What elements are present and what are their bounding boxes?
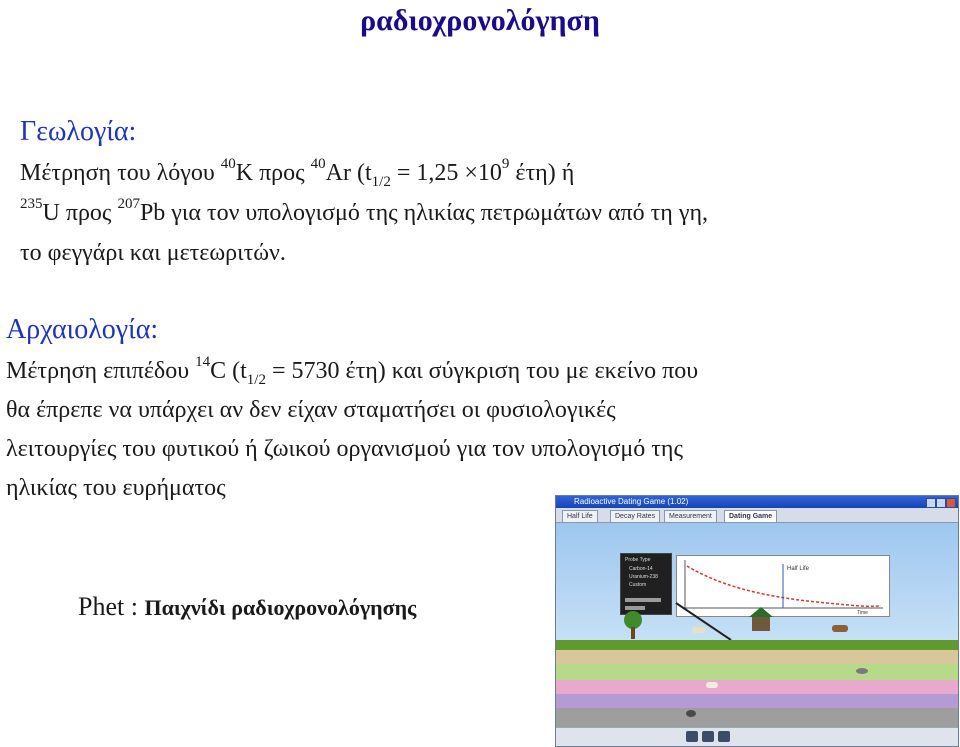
archaeology-line-2: θα έπρεπε να υπάρχει αν δεν είχαν σταματήσει οι φυσιολογικές	[6, 397, 616, 423]
phet-sim-screenshot[interactable]	[555, 495, 959, 747]
layer-pink	[556, 680, 958, 694]
layer-gray	[556, 708, 958, 728]
geology-line-1: Μέτρηση του λόγου $^{40}$K προς $^{40}$Ar ($t_{1/2} = 1,25 \times 10^9$ έτη) ή	[20, 156, 575, 190]
pause-icon[interactable]	[702, 731, 714, 742]
times-symbol: ×	[464, 160, 478, 186]
graph-label-half-life: Half Life	[787, 566, 810, 572]
probe-type-title: Probe Type	[625, 557, 651, 563]
bone-fossil-icon[interactable]	[706, 682, 718, 688]
animal-icon[interactable]	[832, 625, 848, 632]
geology-heading: Γεωλογία:	[20, 116, 137, 147]
maximize-icon[interactable]	[936, 498, 946, 508]
archaeology-line-4: ηλικίας του ευρήματος	[6, 475, 226, 501]
sim-control-bar	[556, 727, 958, 746]
tab-decay-rates[interactable]: Decay Rates	[610, 510, 660, 523]
phet-line	[78, 592, 416, 622]
graph-label-time: Time	[857, 610, 868, 616]
tab-measurement[interactable]: Measurement	[664, 510, 717, 523]
archaeology-heading: Αρχαιολογία:	[6, 314, 159, 345]
grass-layer	[556, 640, 958, 650]
rock-icon[interactable]	[686, 710, 696, 717]
geology-line-2: $^{235}$U προς $^{207}$Pb για τον υπολογισμό της ηλικίας πετρωμάτων από τη γη,	[20, 196, 708, 226]
layer-tan	[556, 650, 958, 664]
probe-option-carbon[interactable]: Carbon-14	[629, 566, 653, 572]
sim-tabs	[556, 508, 958, 523]
fossil-icon[interactable]	[692, 627, 706, 633]
phet-label: Phet :	[78, 592, 145, 621]
sim-sky	[556, 523, 958, 640]
minimize-icon[interactable]	[926, 498, 936, 508]
probe-option-uranium[interactable]: Uranium-238	[629, 574, 658, 580]
step-icon[interactable]	[718, 731, 730, 742]
phet-game-link[interactable]: Παιχνίδι ραδιοχρονολόγησης	[144, 595, 417, 620]
tab-half-life[interactable]: Half Life	[562, 510, 598, 523]
stone-icon[interactable]	[856, 668, 868, 674]
layer-purple	[556, 694, 958, 708]
probe-line-svg	[556, 523, 958, 640]
probe-line	[676, 603, 731, 640]
page-title: ραδιοχρονολόγηση	[360, 4, 600, 37]
sim-window-title: Radioactive Dating Game (1.02)	[574, 497, 689, 506]
tab-dating-game[interactable]: Dating Game	[724, 510, 777, 523]
rewind-icon[interactable]	[686, 731, 698, 742]
geology-line-3: το φεγγάρι και μετεωριτών.	[20, 240, 286, 266]
archaeology-line-1: Μέτρηση επιπέδου $^{14}$C ($t_{1/2} = 5730$ έτη) και σύγκριση του με εκείνο που	[6, 354, 699, 388]
sim-titlebar	[556, 496, 958, 508]
close-icon[interactable]	[946, 498, 956, 508]
archaeology-line-3: λειτουργίες του φυτικού ή ζωικού οργανισμού για τον υπολογισμό της	[6, 436, 683, 462]
probe-option-custom[interactable]: Custom	[629, 582, 647, 588]
layer-green	[556, 664, 958, 680]
